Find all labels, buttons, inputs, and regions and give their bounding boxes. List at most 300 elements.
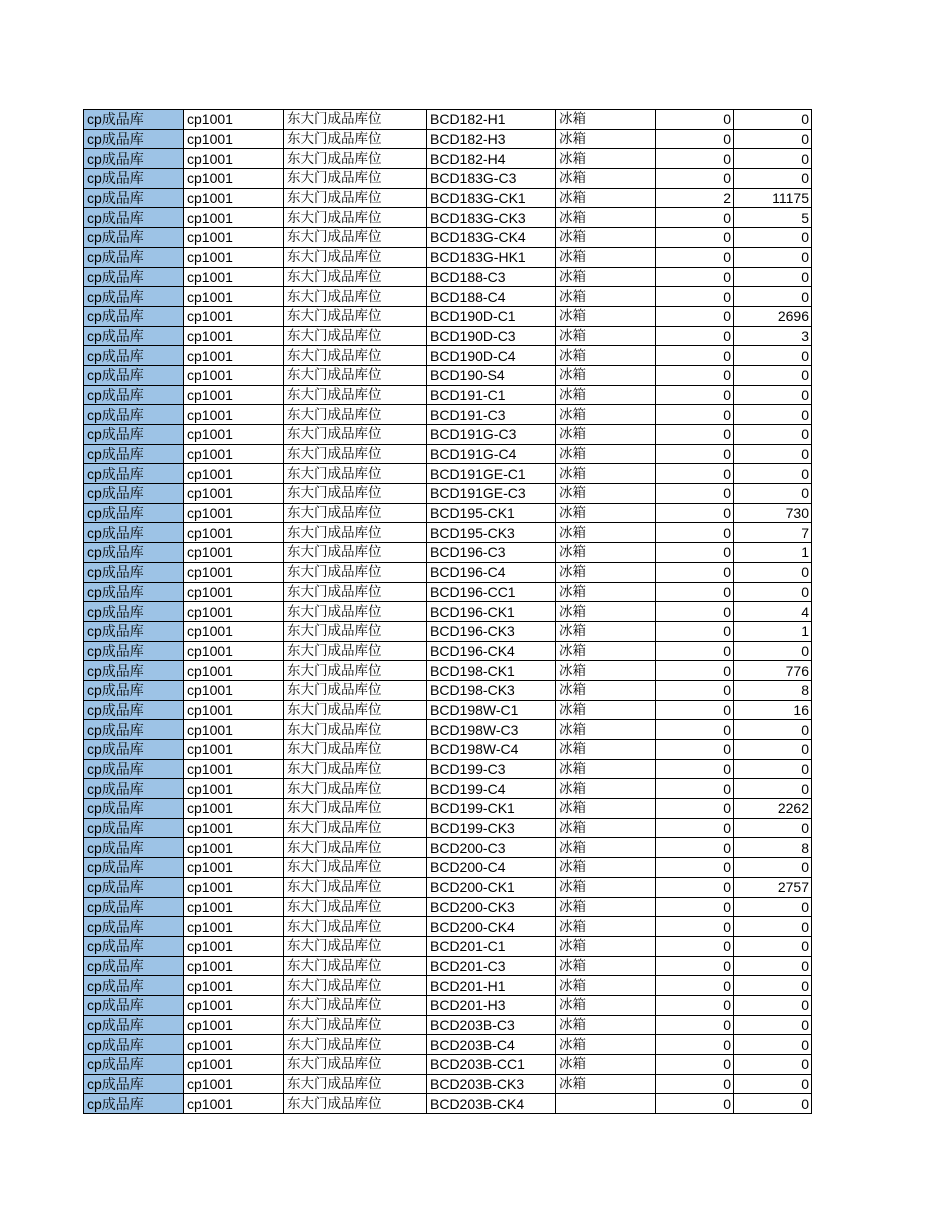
category-cell: 冰箱 <box>556 287 656 307</box>
table-row <box>84 444 812 464</box>
table-row <box>84 818 812 838</box>
warehouse-cell: cp成品库 <box>84 720 184 740</box>
quantity-b-cell: 0 <box>734 759 812 779</box>
table-row <box>84 169 812 189</box>
quantity-b-cell: 0 <box>734 405 812 425</box>
location-cell: 东大门成品库位 <box>284 602 427 622</box>
model-cell: BCD201-H3 <box>427 995 556 1015</box>
quantity-a-cell: 0 <box>656 385 734 405</box>
warehouse-code-cell: cp1001 <box>184 169 284 189</box>
table-row <box>84 129 812 149</box>
quantity-b-cell: 0 <box>734 110 812 130</box>
location-cell: 东大门成品库位 <box>284 464 427 484</box>
quantity-a-cell: 0 <box>656 562 734 582</box>
location-cell: 东大门成品库位 <box>284 1074 427 1094</box>
warehouse-code-cell: cp1001 <box>184 818 284 838</box>
warehouse-cell: cp成品库 <box>84 110 184 130</box>
warehouse-cell: cp成品库 <box>84 247 184 267</box>
warehouse-code-cell: cp1001 <box>184 838 284 858</box>
category-cell: 冰箱 <box>556 110 656 130</box>
quantity-b-cell: 2262 <box>734 799 812 819</box>
table-row <box>84 936 812 956</box>
location-cell: 东大门成品库位 <box>284 1055 427 1075</box>
warehouse-code-cell: cp1001 <box>184 641 284 661</box>
location-cell: 东大门成品库位 <box>284 621 427 641</box>
model-cell: BCD182-H3 <box>427 129 556 149</box>
table-row <box>84 700 812 720</box>
warehouse-code-cell: cp1001 <box>184 326 284 346</box>
category-cell: 冰箱 <box>556 740 656 760</box>
category-cell: 冰箱 <box>556 425 656 445</box>
category-cell: 冰箱 <box>556 602 656 622</box>
warehouse-code-cell: cp1001 <box>184 149 284 169</box>
quantity-b-cell: 0 <box>734 641 812 661</box>
table-row <box>84 720 812 740</box>
warehouse-code-cell: cp1001 <box>184 208 284 228</box>
model-cell: BCD190D-C1 <box>427 306 556 326</box>
warehouse-code-cell: cp1001 <box>184 346 284 366</box>
table-row <box>84 740 812 760</box>
table-row <box>84 208 812 228</box>
quantity-a-cell: 0 <box>656 700 734 720</box>
warehouse-cell: cp成品库 <box>84 1035 184 1055</box>
category-cell: 冰箱 <box>556 306 656 326</box>
quantity-a-cell: 0 <box>656 720 734 740</box>
category-cell: 冰箱 <box>556 877 656 897</box>
model-cell: BCD191GE-C1 <box>427 464 556 484</box>
quantity-a-cell: 0 <box>656 661 734 681</box>
model-cell: BCD198-CK3 <box>427 680 556 700</box>
quantity-a-cell: 0 <box>656 759 734 779</box>
location-cell: 东大门成品库位 <box>284 917 427 937</box>
warehouse-cell: cp成品库 <box>84 425 184 445</box>
quantity-a-cell: 0 <box>656 306 734 326</box>
location-cell: 东大门成品库位 <box>284 326 427 346</box>
category-cell: 冰箱 <box>556 543 656 563</box>
table-row <box>84 1074 812 1094</box>
model-cell: BCD196-CK3 <box>427 621 556 641</box>
table-row <box>84 897 812 917</box>
location-cell: 东大门成品库位 <box>284 385 427 405</box>
quantity-b-cell: 0 <box>734 720 812 740</box>
table-row <box>84 602 812 622</box>
warehouse-cell: cp成品库 <box>84 562 184 582</box>
quantity-b-cell: 0 <box>734 464 812 484</box>
warehouse-cell: cp成品库 <box>84 897 184 917</box>
warehouse-cell: cp成品库 <box>84 641 184 661</box>
model-cell: BCD200-C4 <box>427 858 556 878</box>
table-row <box>84 858 812 878</box>
warehouse-code-cell: cp1001 <box>184 228 284 248</box>
quantity-b-cell: 3 <box>734 326 812 346</box>
warehouse-code-cell: cp1001 <box>184 444 284 464</box>
warehouse-code-cell: cp1001 <box>184 1035 284 1055</box>
table-row <box>84 425 812 445</box>
warehouse-cell: cp成品库 <box>84 306 184 326</box>
warehouse-cell: cp成品库 <box>84 818 184 838</box>
quantity-b-cell: 8 <box>734 838 812 858</box>
quantity-b-cell: 0 <box>734 1035 812 1055</box>
model-cell: BCD191G-C4 <box>427 444 556 464</box>
model-cell: BCD196-CC1 <box>427 582 556 602</box>
quantity-a-cell: 0 <box>656 523 734 543</box>
quantity-a-cell: 0 <box>656 287 734 307</box>
warehouse-code-cell: cp1001 <box>184 956 284 976</box>
location-cell: 东大门成品库位 <box>284 169 427 189</box>
warehouse-cell: cp成品库 <box>84 169 184 189</box>
quantity-a-cell: 0 <box>656 779 734 799</box>
category-cell: 冰箱 <box>556 444 656 464</box>
location-cell: 东大门成品库位 <box>284 110 427 130</box>
warehouse-code-cell: cp1001 <box>184 897 284 917</box>
quantity-a-cell: 0 <box>656 818 734 838</box>
location-cell: 东大门成品库位 <box>284 976 427 996</box>
location-cell: 东大门成品库位 <box>284 700 427 720</box>
warehouse-cell: cp成品库 <box>84 779 184 799</box>
quantity-b-cell: 776 <box>734 661 812 681</box>
quantity-b-cell: 0 <box>734 779 812 799</box>
table-row <box>84 1015 812 1035</box>
warehouse-cell: cp成品库 <box>84 917 184 937</box>
category-cell: 冰箱 <box>556 1015 656 1035</box>
warehouse-code-cell: cp1001 <box>184 976 284 996</box>
table-row <box>84 956 812 976</box>
model-cell: BCD200-C3 <box>427 838 556 858</box>
category-cell: 冰箱 <box>556 129 656 149</box>
warehouse-cell: cp成品库 <box>84 1015 184 1035</box>
warehouse-code-cell: cp1001 <box>184 464 284 484</box>
warehouse-cell: cp成品库 <box>84 759 184 779</box>
location-cell: 东大门成品库位 <box>284 1035 427 1055</box>
quantity-a-cell: 0 <box>656 326 734 346</box>
warehouse-cell: cp成品库 <box>84 956 184 976</box>
quantity-b-cell: 0 <box>734 976 812 996</box>
table-row <box>84 562 812 582</box>
warehouse-code-cell: cp1001 <box>184 995 284 1015</box>
quantity-b-cell: 0 <box>734 385 812 405</box>
location-cell: 东大门成品库位 <box>284 720 427 740</box>
warehouse-cell: cp成品库 <box>84 700 184 720</box>
quantity-b-cell: 0 <box>734 1055 812 1075</box>
warehouse-cell: cp成品库 <box>84 740 184 760</box>
quantity-a-cell: 0 <box>656 1035 734 1055</box>
warehouse-cell: cp成品库 <box>84 661 184 681</box>
category-cell: 冰箱 <box>556 464 656 484</box>
category-cell: 冰箱 <box>556 484 656 504</box>
model-cell: BCD199-C3 <box>427 759 556 779</box>
table-row <box>84 188 812 208</box>
category-cell: 冰箱 <box>556 995 656 1015</box>
model-cell: BCD196-C3 <box>427 543 556 563</box>
quantity-a-cell: 0 <box>656 976 734 996</box>
table-row <box>84 346 812 366</box>
category-cell: 冰箱 <box>556 936 656 956</box>
quantity-a-cell: 2 <box>656 188 734 208</box>
quantity-a-cell: 0 <box>656 582 734 602</box>
quantity-a-cell: 0 <box>656 267 734 287</box>
table-row <box>84 464 812 484</box>
quantity-b-cell: 4 <box>734 602 812 622</box>
model-cell: BCD203B-C3 <box>427 1015 556 1035</box>
warehouse-cell: cp成品库 <box>84 799 184 819</box>
quantity-b-cell: 0 <box>734 956 812 976</box>
warehouse-code-cell: cp1001 <box>184 877 284 897</box>
quantity-a-cell: 0 <box>656 897 734 917</box>
quantity-b-cell: 0 <box>734 1015 812 1035</box>
warehouse-code-cell: cp1001 <box>184 779 284 799</box>
quantity-a-cell: 0 <box>656 110 734 130</box>
quantity-a-cell: 0 <box>656 858 734 878</box>
quantity-b-cell: 0 <box>734 425 812 445</box>
warehouse-code-cell: cp1001 <box>184 936 284 956</box>
quantity-b-cell: 0 <box>734 582 812 602</box>
warehouse-cell: cp成品库 <box>84 385 184 405</box>
location-cell: 东大门成品库位 <box>284 346 427 366</box>
quantity-b-cell: 0 <box>734 365 812 385</box>
location-cell: 东大门成品库位 <box>284 995 427 1015</box>
quantity-b-cell: 2696 <box>734 306 812 326</box>
table-row <box>84 365 812 385</box>
quantity-a-cell: 0 <box>656 799 734 819</box>
table-row <box>84 976 812 996</box>
table-row <box>84 877 812 897</box>
category-cell: 冰箱 <box>556 779 656 799</box>
category-cell: 冰箱 <box>556 523 656 543</box>
quantity-a-cell: 0 <box>656 838 734 858</box>
warehouse-code-cell: cp1001 <box>184 129 284 149</box>
model-cell: BCD183G-CK4 <box>427 228 556 248</box>
location-cell: 东大门成品库位 <box>284 425 427 445</box>
warehouse-cell: cp成品库 <box>84 188 184 208</box>
quantity-b-cell: 11175 <box>734 188 812 208</box>
location-cell: 东大门成品库位 <box>284 306 427 326</box>
category-cell: 冰箱 <box>556 799 656 819</box>
model-cell: BCD190-S4 <box>427 365 556 385</box>
quantity-b-cell: 0 <box>734 287 812 307</box>
location-cell: 东大门成品库位 <box>284 818 427 838</box>
inventory-table <box>83 109 812 1114</box>
table-row <box>84 149 812 169</box>
quantity-b-cell: 0 <box>734 129 812 149</box>
category-cell: 冰箱 <box>556 188 656 208</box>
warehouse-code-cell: cp1001 <box>184 1094 284 1114</box>
model-cell: BCD183G-CK1 <box>427 188 556 208</box>
warehouse-cell: cp成品库 <box>84 365 184 385</box>
warehouse-cell: cp成品库 <box>84 1094 184 1114</box>
location-cell: 东大门成品库位 <box>284 208 427 228</box>
warehouse-code-cell: cp1001 <box>184 799 284 819</box>
location-cell: 东大门成品库位 <box>284 444 427 464</box>
quantity-b-cell: 0 <box>734 995 812 1015</box>
quantity-a-cell: 0 <box>656 877 734 897</box>
model-cell: BCD201-C3 <box>427 956 556 976</box>
warehouse-cell: cp成品库 <box>84 877 184 897</box>
warehouse-cell: cp成品库 <box>84 543 184 563</box>
warehouse-code-cell: cp1001 <box>184 661 284 681</box>
table-row <box>84 228 812 248</box>
table-row <box>84 1094 812 1114</box>
location-cell: 东大门成品库位 <box>284 562 427 582</box>
quantity-a-cell: 0 <box>656 346 734 366</box>
warehouse-cell: cp成品库 <box>84 976 184 996</box>
category-cell: 冰箱 <box>556 858 656 878</box>
category-cell: 冰箱 <box>556 818 656 838</box>
table-row <box>84 503 812 523</box>
model-cell: BCD182-H4 <box>427 149 556 169</box>
quantity-b-cell: 0 <box>734 228 812 248</box>
category-cell: 冰箱 <box>556 385 656 405</box>
warehouse-cell: cp成品库 <box>84 287 184 307</box>
quantity-b-cell: 1 <box>734 621 812 641</box>
quantity-b-cell: 0 <box>734 818 812 838</box>
quantity-b-cell: 0 <box>734 169 812 189</box>
warehouse-code-cell: cp1001 <box>184 680 284 700</box>
quantity-a-cell: 0 <box>656 365 734 385</box>
table-row <box>84 582 812 602</box>
warehouse-code-cell: cp1001 <box>184 523 284 543</box>
warehouse-cell: cp成品库 <box>84 503 184 523</box>
location-cell: 东大门成品库位 <box>284 405 427 425</box>
quantity-a-cell: 0 <box>656 543 734 563</box>
table-row <box>84 110 812 130</box>
model-cell: BCD203B-CC1 <box>427 1055 556 1075</box>
category-cell: 冰箱 <box>556 956 656 976</box>
table-row <box>84 779 812 799</box>
quantity-a-cell: 0 <box>656 956 734 976</box>
warehouse-code-cell: cp1001 <box>184 188 284 208</box>
location-cell: 东大门成品库位 <box>284 1015 427 1035</box>
quantity-b-cell: 0 <box>734 1074 812 1094</box>
warehouse-code-cell: cp1001 <box>184 621 284 641</box>
warehouse-cell: cp成品库 <box>84 602 184 622</box>
warehouse-cell: cp成品库 <box>84 621 184 641</box>
table-row <box>84 680 812 700</box>
warehouse-code-cell: cp1001 <box>184 365 284 385</box>
table-row <box>84 641 812 661</box>
location-cell: 东大门成品库位 <box>284 523 427 543</box>
location-cell: 东大门成品库位 <box>284 149 427 169</box>
model-cell: BCD201-H1 <box>427 976 556 996</box>
category-cell: 冰箱 <box>556 641 656 661</box>
location-cell: 东大门成品库位 <box>284 956 427 976</box>
category-cell: 冰箱 <box>556 917 656 937</box>
table-row <box>84 405 812 425</box>
warehouse-cell: cp成品库 <box>84 129 184 149</box>
model-cell: BCD183G-HK1 <box>427 247 556 267</box>
warehouse-code-cell: cp1001 <box>184 700 284 720</box>
warehouse-code-cell: cp1001 <box>184 720 284 740</box>
model-cell: BCD198W-C1 <box>427 700 556 720</box>
category-cell: 冰箱 <box>556 1074 656 1094</box>
quantity-a-cell: 0 <box>656 247 734 267</box>
quantity-a-cell: 0 <box>656 228 734 248</box>
quantity-a-cell: 0 <box>656 464 734 484</box>
warehouse-cell: cp成品库 <box>84 1055 184 1075</box>
category-cell: 冰箱 <box>556 247 656 267</box>
location-cell: 东大门成品库位 <box>284 877 427 897</box>
model-cell: BCD191-C1 <box>427 385 556 405</box>
warehouse-cell: cp成品库 <box>84 444 184 464</box>
location-cell: 东大门成品库位 <box>284 661 427 681</box>
quantity-b-cell: 0 <box>734 858 812 878</box>
quantity-b-cell: 5 <box>734 208 812 228</box>
category-cell: 冰箱 <box>556 326 656 346</box>
warehouse-cell: cp成品库 <box>84 326 184 346</box>
warehouse-code-cell: cp1001 <box>184 306 284 326</box>
table-row <box>84 267 812 287</box>
location-cell: 东大门成品库位 <box>284 247 427 267</box>
model-cell: BCD201-C1 <box>427 936 556 956</box>
warehouse-cell: cp成品库 <box>84 208 184 228</box>
quantity-b-cell: 0 <box>734 484 812 504</box>
warehouse-code-cell: cp1001 <box>184 503 284 523</box>
inventory-table-body <box>84 110 812 1114</box>
warehouse-cell: cp成品库 <box>84 149 184 169</box>
quantity-a-cell: 0 <box>656 995 734 1015</box>
model-cell: BCD196-CK4 <box>427 641 556 661</box>
table-row <box>84 523 812 543</box>
warehouse-code-cell: cp1001 <box>184 110 284 130</box>
category-cell: 冰箱 <box>556 700 656 720</box>
table-row <box>84 838 812 858</box>
location-cell: 东大门成品库位 <box>284 484 427 504</box>
location-cell: 东大门成品库位 <box>284 897 427 917</box>
warehouse-code-cell: cp1001 <box>184 425 284 445</box>
table-row <box>84 247 812 267</box>
model-cell: BCD191G-C3 <box>427 425 556 445</box>
warehouse-cell: cp成品库 <box>84 464 184 484</box>
category-cell: 冰箱 <box>556 562 656 582</box>
quantity-b-cell: 0 <box>734 346 812 366</box>
model-cell: BCD196-C4 <box>427 562 556 582</box>
model-cell: BCD200-CK3 <box>427 897 556 917</box>
quantity-a-cell: 0 <box>656 208 734 228</box>
quantity-a-cell: 0 <box>656 1074 734 1094</box>
location-cell: 东大门成品库位 <box>284 936 427 956</box>
location-cell: 东大门成品库位 <box>284 641 427 661</box>
category-cell: 冰箱 <box>556 503 656 523</box>
category-cell: 冰箱 <box>556 208 656 228</box>
warehouse-code-cell: cp1001 <box>184 543 284 563</box>
quantity-a-cell: 0 <box>656 1015 734 1035</box>
table-row <box>84 287 812 307</box>
category-cell <box>556 1094 656 1114</box>
quantity-a-cell: 0 <box>656 641 734 661</box>
model-cell: BCD195-CK1 <box>427 503 556 523</box>
warehouse-cell: cp成品库 <box>84 838 184 858</box>
location-cell: 东大门成品库位 <box>284 267 427 287</box>
model-cell: BCD199-CK1 <box>427 799 556 819</box>
quantity-a-cell: 0 <box>656 444 734 464</box>
table-row <box>84 1035 812 1055</box>
quantity-a-cell: 0 <box>656 503 734 523</box>
category-cell: 冰箱 <box>556 621 656 641</box>
warehouse-cell: cp成品库 <box>84 484 184 504</box>
location-cell: 东大门成品库位 <box>284 503 427 523</box>
quantity-b-cell: 0 <box>734 149 812 169</box>
location-cell: 东大门成品库位 <box>284 188 427 208</box>
quantity-b-cell: 7 <box>734 523 812 543</box>
location-cell: 东大门成品库位 <box>284 287 427 307</box>
location-cell: 东大门成品库位 <box>284 543 427 563</box>
quantity-b-cell: 0 <box>734 247 812 267</box>
model-cell: BCD195-CK3 <box>427 523 556 543</box>
location-cell: 东大门成品库位 <box>284 799 427 819</box>
quantity-b-cell: 0 <box>734 917 812 937</box>
model-cell: BCD198W-C4 <box>427 740 556 760</box>
category-cell: 冰箱 <box>556 1055 656 1075</box>
location-cell: 东大门成品库位 <box>284 582 427 602</box>
